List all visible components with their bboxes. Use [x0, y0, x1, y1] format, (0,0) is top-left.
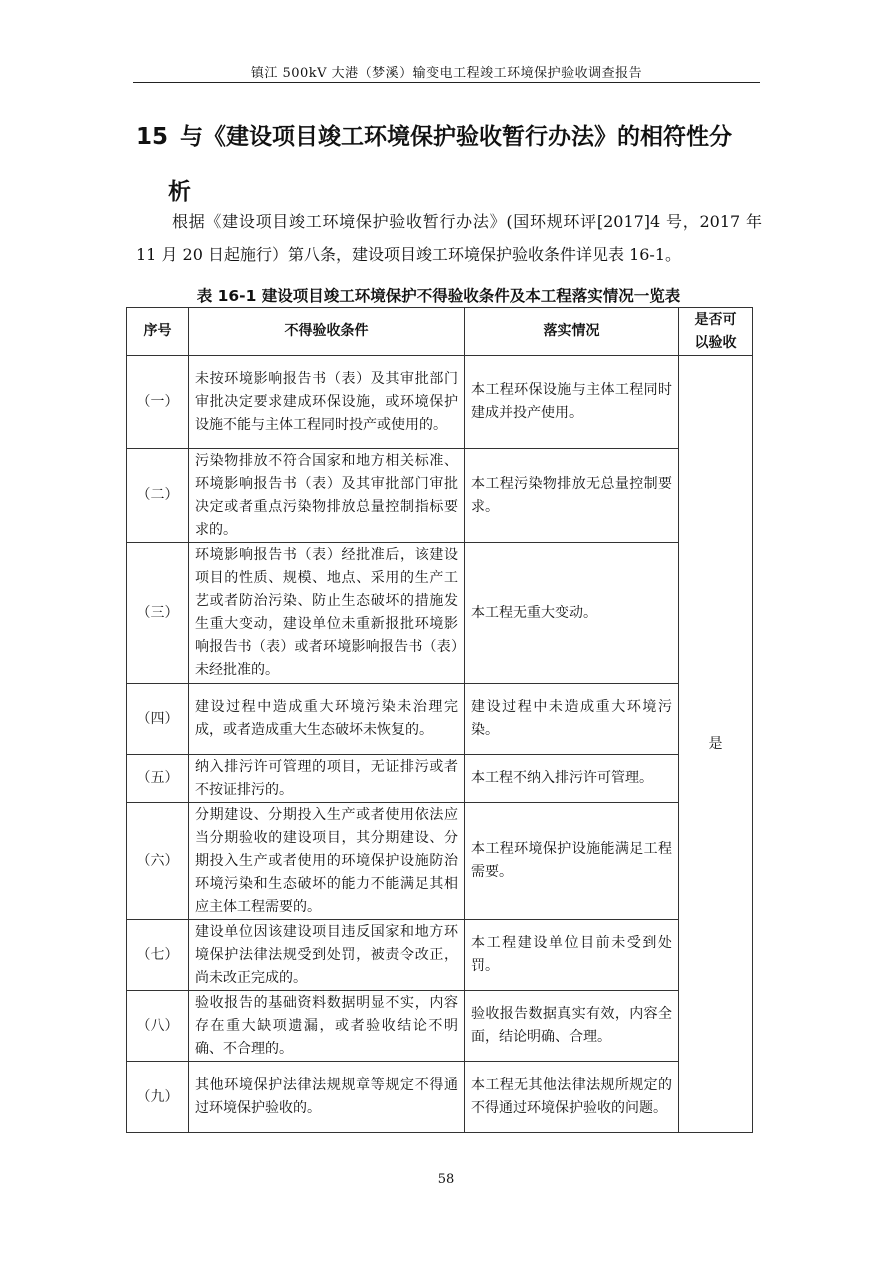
row-status: 验收报告数据真实有效，内容全面，结论明确、合理。 — [465, 991, 679, 1062]
section-title-line2: 析 — [168, 179, 191, 205]
table-row — [127, 991, 753, 1062]
row-condition: 其他环境保护法律法规规章等规定不得通过环境保护验收的。 — [189, 1062, 465, 1133]
row-condition: 环境影响报告书（表）经批准后，该建设项目的性质、规模、地点、采用的生产工艺或者防治污染、防止生态破坏的措施发生重大变动，建设单位未重新报批环境影响报告书（表）或者环境影响报告书（表）未经批准的。 — [189, 543, 465, 684]
header-result: 是否可以验收 — [679, 308, 753, 356]
table-row — [127, 684, 753, 755]
section-heading — [136, 110, 776, 220]
table-row — [127, 920, 753, 991]
row-number: （二） — [127, 449, 189, 543]
row-status: 建设过程中未造成重大环境污染。 — [465, 684, 679, 755]
row-status: 本工程污染物排放无总量控制要求。 — [465, 449, 679, 543]
row-number: （五） — [127, 755, 189, 803]
running-header: 镇江 500kV 大港（梦溪）输变电工程竣工环境保护验收调查报告 — [250, 66, 643, 81]
row-number: （六） — [127, 803, 189, 920]
row-number: （七） — [127, 920, 189, 991]
section-number: 15 — [136, 124, 169, 150]
row-number: （四） — [127, 684, 189, 755]
header-condition: 不得验收条件 — [189, 308, 465, 356]
row-status: 本工程不纳入排污许可管理。 — [465, 755, 679, 803]
row-status: 本工程无重大变动。 — [465, 543, 679, 684]
row-condition: 建设单位因该建设项目违反国家和地方环境保护法律法规受到处罚，被责令改正，尚未改正完成的。 — [189, 920, 465, 991]
header-status: 落实情况 — [465, 308, 679, 356]
row-number: （九） — [127, 1062, 189, 1133]
row-status: 本工程环保设施与主体工程同时建成并投产使用。 — [465, 356, 679, 449]
table-header-row — [127, 308, 753, 356]
acceptance-result: 是 — [679, 356, 753, 1133]
table-row — [127, 449, 753, 543]
row-condition: 分期建设、分期投入生产或者使用依法应当分期验收的建设项目，其分期建设、分期投入生产或者使用的环境保护设施防治环境污染和生态破坏的能力不能满足其相应主体工程需要的。 — [189, 803, 465, 920]
header-no: 序号 — [127, 308, 189, 356]
table-row — [127, 1062, 753, 1133]
row-condition: 污染物排放不符合国家和地方相关标准、环境影响报告书（表）及其审批部门审批决定或者重点污染物排放总量控制指标要求的。 — [189, 449, 465, 543]
row-status: 本工程无其他法律法规所规定的不得通过环境保护验收的问题。 — [465, 1062, 679, 1133]
table-row — [127, 755, 753, 803]
conditions-table — [126, 307, 753, 1133]
section-title-line1: 与《建设项目竣工环境保护验收暂行办法》的相符性分 — [180, 124, 732, 150]
row-condition: 纳入排污许可管理的项目，无证排污或者不按证排污的。 — [189, 755, 465, 803]
row-number: （一） — [127, 356, 189, 449]
row-number: （三） — [127, 543, 189, 684]
table-row — [127, 803, 753, 920]
row-status: 本工程建设单位目前未受到处罚。 — [465, 920, 679, 991]
table-row — [127, 356, 753, 449]
table-caption: 表 16-1 建设项目竣工环境保护不得验收条件及本工程落实情况一览表 — [196, 287, 681, 305]
row-condition: 验收报告的基础资料数据明显不实，内容存在重大缺项遗漏，或者验收结论不明确、不合理的。 — [189, 991, 465, 1062]
row-number: （八） — [127, 991, 189, 1062]
row-condition: 未按环境影响报告书（表）及其审批部门审批决定要求建成环保设施，或环境保护设施不能与主体工程同时投产或使用的。 — [189, 356, 465, 449]
page-number: 58 — [437, 1172, 455, 1187]
table-row — [127, 543, 753, 684]
intro-paragraph: 根据《建设项目竣工环境保护验收暂行办法》(国环规环评[2017]4 号，2017 年 11 月 20 日起施行）第八条，建设项目竣工环境保护验收条件详见表 16-1。 — [136, 212, 762, 264]
row-condition: 建设过程中造成重大环境污染未治理完成，或者造成重大生态破坏未恢复的。 — [189, 684, 465, 755]
header-divider — [133, 82, 760, 83]
row-status: 本工程环境保护设施能满足工程需要。 — [465, 803, 679, 920]
